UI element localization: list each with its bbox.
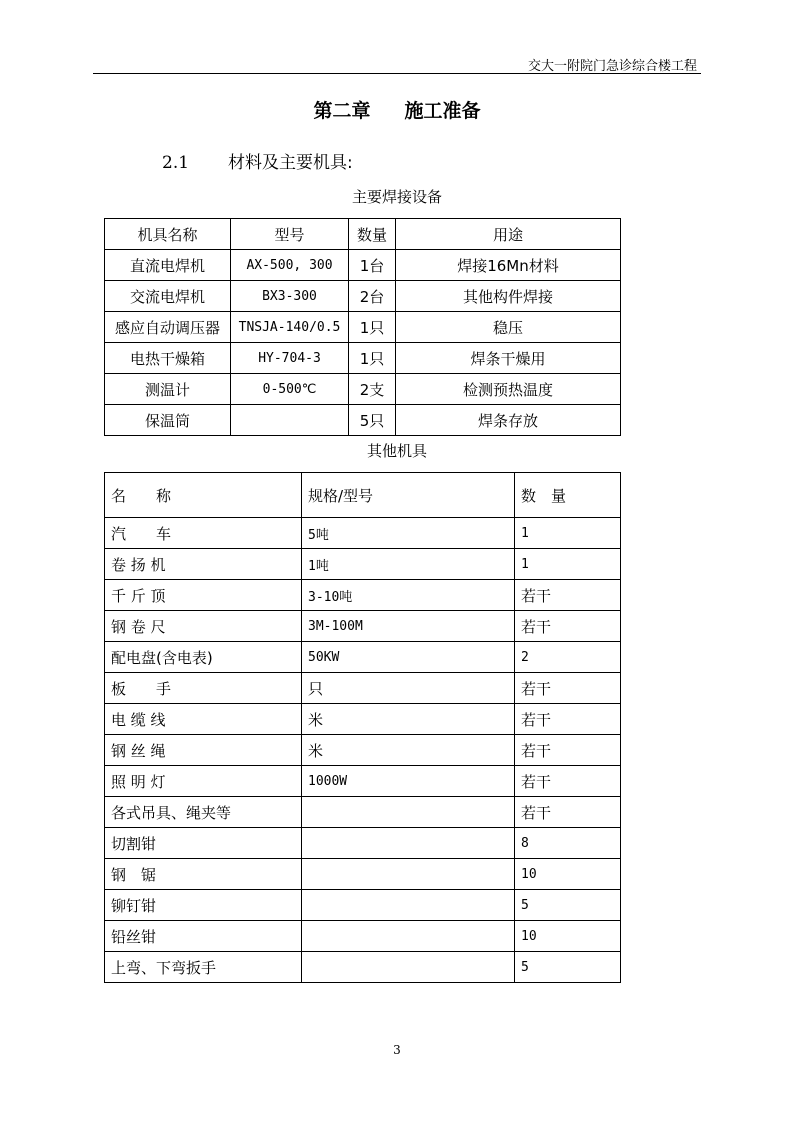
table-row	[105, 281, 621, 312]
table-row	[105, 250, 621, 281]
table-cell	[302, 921, 515, 952]
table-cell: 1台	[349, 250, 396, 281]
table-cell	[231, 405, 349, 436]
table-cell: 0-500℃	[231, 374, 349, 405]
table-row	[105, 343, 621, 374]
table-row	[105, 580, 621, 611]
table-cell: 5吨	[302, 518, 515, 549]
table-cell: HY-704-3	[231, 343, 349, 374]
table-row	[105, 704, 621, 735]
table-cell: 其他构件焊接	[396, 281, 621, 312]
header-cell: 数 量	[515, 473, 621, 518]
table-cell: 铆钉钳	[105, 890, 302, 921]
table-cell: 10	[515, 921, 621, 952]
table-cell: 2支	[349, 374, 396, 405]
other-table-caption: 其他机具	[366, 442, 427, 460]
welding-table-caption: 主要焊接设备	[351, 188, 442, 206]
table-cell	[302, 952, 515, 983]
table-cell: 若干	[515, 766, 621, 797]
table-cell: 1000W	[302, 766, 515, 797]
table-cell: 焊接16Mn材料	[396, 250, 621, 281]
table-cell: 稳压	[396, 312, 621, 343]
table-cell: 照 明 灯	[105, 766, 302, 797]
table-cell: 若干	[515, 580, 621, 611]
table-row	[105, 921, 621, 952]
table-cell: 2	[515, 642, 621, 673]
table-cell: 交流电焊机	[105, 281, 231, 312]
table-cell: 1	[515, 518, 621, 549]
table-cell: 5	[515, 890, 621, 921]
table-cell: 若干	[515, 673, 621, 704]
table-cell: 若干	[515, 735, 621, 766]
table-cell: 测温计	[105, 374, 231, 405]
section-number: 2.1	[162, 153, 190, 173]
table-cell: 电热干燥箱	[105, 343, 231, 374]
table-header-row	[105, 473, 621, 518]
table-cell: 若干	[515, 611, 621, 642]
table-row	[105, 952, 621, 983]
other-equipment-table	[104, 472, 621, 983]
table-row	[105, 374, 621, 405]
table-cell: 配电盘(含电表)	[105, 642, 302, 673]
table-cell: 板 手	[105, 673, 302, 704]
table-row	[105, 518, 621, 549]
table-cell: 汽 车	[105, 518, 302, 549]
table-cell: 10	[515, 859, 621, 890]
table-cell: 1吨	[302, 549, 515, 580]
table-row	[105, 890, 621, 921]
page-number: 3	[393, 1043, 401, 1057]
chapter-title: 施工准备	[404, 100, 481, 122]
table-cell: BX3-300	[231, 281, 349, 312]
table-cell: 铅丝钳	[105, 921, 302, 952]
table-cell: 焊条干燥用	[396, 343, 621, 374]
table-row	[105, 766, 621, 797]
header-cell: 规格/型号	[302, 473, 515, 518]
header-rule	[93, 73, 701, 74]
table-cell: 2台	[349, 281, 396, 312]
table-cell: 钢 锯	[105, 859, 302, 890]
table-cell	[302, 797, 515, 828]
table-cell: 只	[302, 673, 515, 704]
table-cell: 感应自动调压器	[105, 312, 231, 343]
table-cell: 1只	[349, 343, 396, 374]
table-row	[105, 859, 621, 890]
table-row	[105, 611, 621, 642]
table-cell: 米	[302, 704, 515, 735]
table-cell: 上弯、下弯扳手	[105, 952, 302, 983]
table-row	[105, 673, 621, 704]
table-cell: TNSJA-140/0.5	[231, 312, 349, 343]
table-cell: 1	[515, 549, 621, 580]
table-row	[105, 828, 621, 859]
table-cell: 各式吊具、绳夹等	[105, 797, 302, 828]
table-cell: 8	[515, 828, 621, 859]
welding-equipment-table	[104, 218, 621, 436]
table-cell: 切割钳	[105, 828, 302, 859]
table-row	[105, 312, 621, 343]
table-row	[105, 405, 621, 436]
header-cell: 用途	[396, 219, 621, 250]
header-cell: 型号	[231, 219, 349, 250]
table-cell: 直流电焊机	[105, 250, 231, 281]
table-cell: 1只	[349, 312, 396, 343]
table-cell: 检测预热温度	[396, 374, 621, 405]
table-cell: 钢 卷 尺	[105, 611, 302, 642]
table-row	[105, 642, 621, 673]
table-row	[105, 549, 621, 580]
table-cell: 电 缆 线	[105, 704, 302, 735]
table-cell	[302, 890, 515, 921]
header-cell: 机具名称	[105, 219, 231, 250]
table-row	[105, 797, 621, 828]
table-cell: 钢 丝 绳	[105, 735, 302, 766]
table-cell: 3-10吨	[302, 580, 515, 611]
table-row	[105, 735, 621, 766]
section-heading	[162, 148, 353, 173]
header-cell: 名 称	[105, 473, 302, 518]
table-cell: 若干	[515, 797, 621, 828]
table-cell: 50KW	[302, 642, 515, 673]
table-cell: 焊条存放	[396, 405, 621, 436]
table-cell: 5	[515, 952, 621, 983]
table-cell: 保温筒	[105, 405, 231, 436]
chapter-heading	[0, 96, 794, 123]
table-cell: 米	[302, 735, 515, 766]
table-cell: AX-500, 300	[231, 250, 349, 281]
running-header: 交大一附院门急诊综合楼工程	[528, 59, 698, 74]
table-cell: 5只	[349, 405, 396, 436]
table-cell: 千 斤 顶	[105, 580, 302, 611]
table-cell: 卷 扬 机	[105, 549, 302, 580]
section-title: 材料及主要机具:	[228, 153, 353, 173]
table-cell: 3M-100M	[302, 611, 515, 642]
table-cell	[302, 828, 515, 859]
header-cell: 数量	[349, 219, 396, 250]
chapter-number: 第二章	[313, 100, 371, 122]
table-cell: 若干	[515, 704, 621, 735]
table-cell	[302, 859, 515, 890]
table-header-row	[105, 219, 621, 250]
